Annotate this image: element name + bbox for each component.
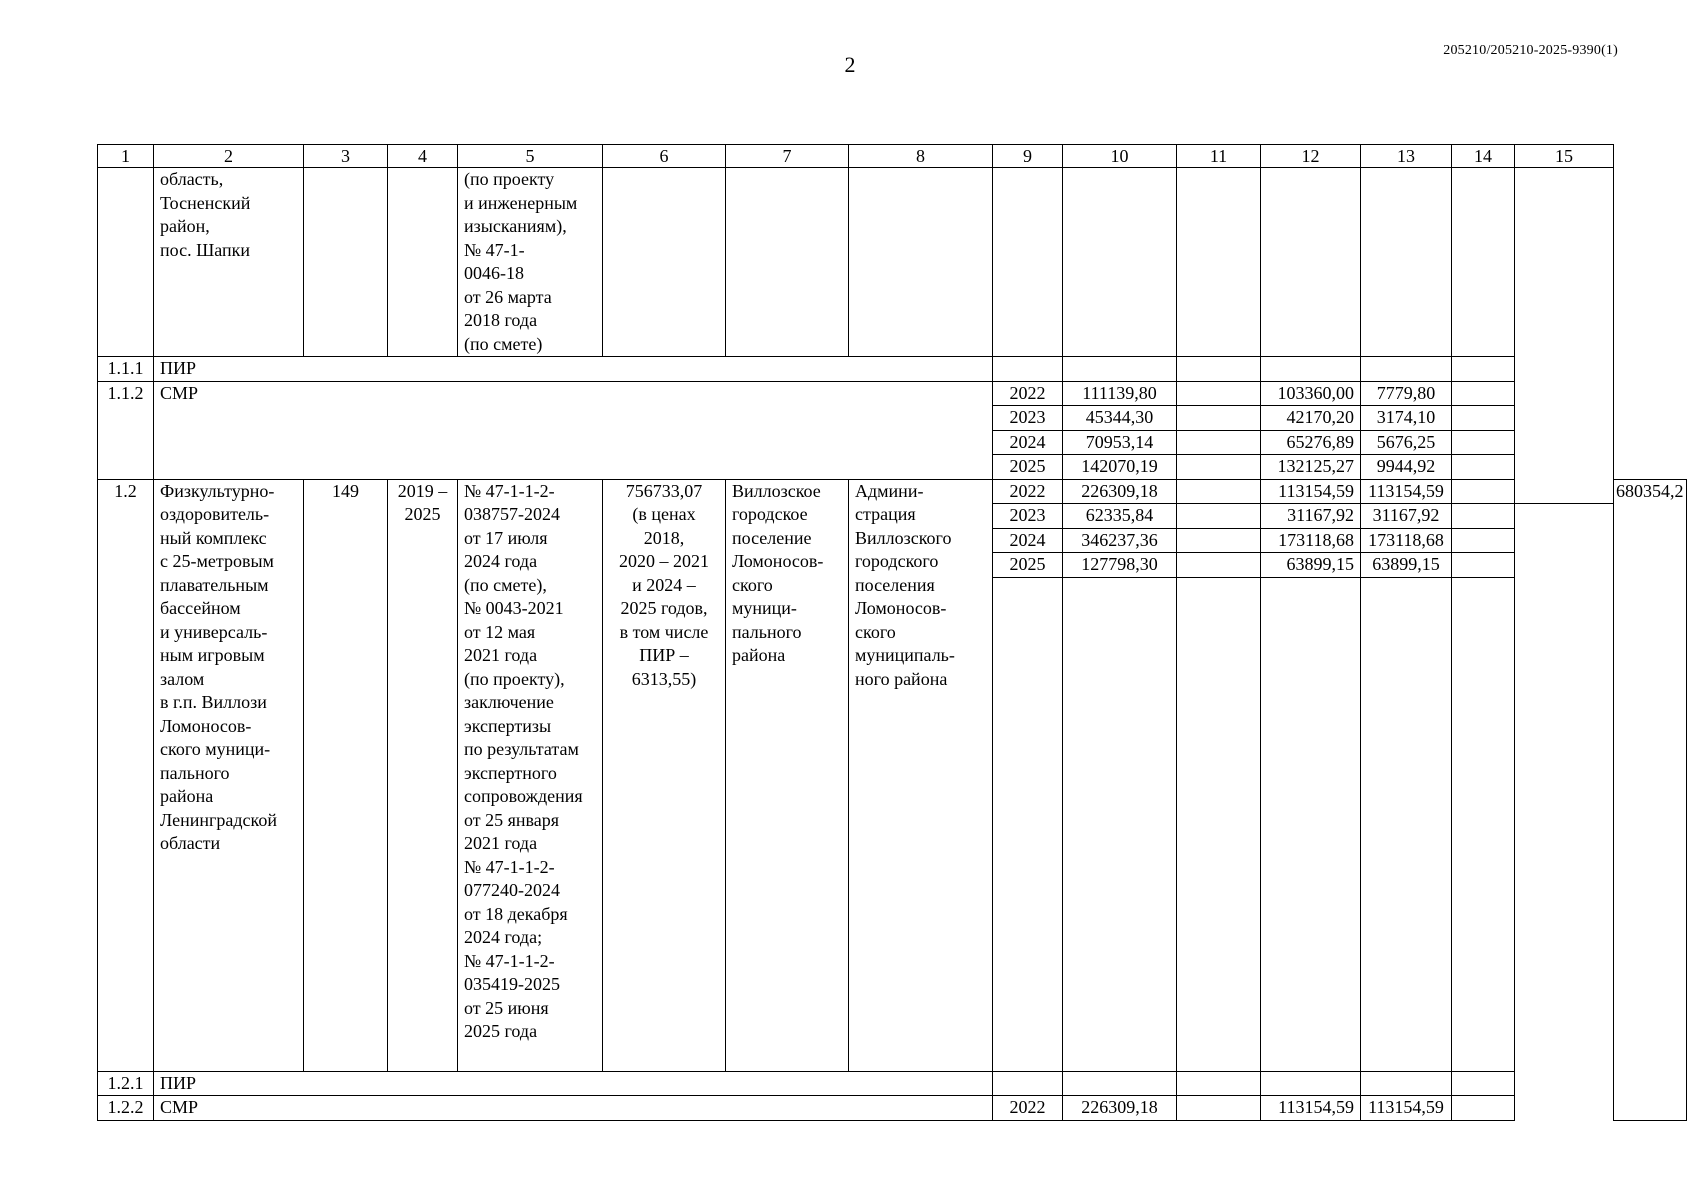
value-cell: [1452, 406, 1515, 431]
row-number: 1.2: [98, 479, 154, 1071]
column-header: 5: [458, 145, 603, 168]
row-number: 1.1.2: [98, 381, 154, 479]
column-header: 7: [726, 145, 849, 168]
total-cell: 45344,30: [1063, 406, 1177, 431]
year-cell: 2025: [993, 455, 1063, 480]
row-number: 1.1.1: [98, 357, 154, 382]
column-header: 13: [1361, 145, 1452, 168]
value-cell: [1452, 504, 1515, 529]
value-cell: 31167,92: [1261, 504, 1361, 529]
column-header: 6: [603, 145, 726, 168]
remaining-cost-cell: 680354,2: [1614, 479, 1687, 1120]
column-header: 9: [993, 145, 1063, 168]
row-number: 1.2.1: [98, 1071, 154, 1096]
year-cell: 2022: [993, 479, 1063, 504]
value-cell: 132125,27: [1261, 455, 1361, 480]
row-label: СМР: [154, 1096, 993, 1121]
column-header: 1: [98, 145, 154, 168]
value-cell: [1452, 381, 1515, 406]
row-label: ПИР: [154, 1071, 993, 1096]
total-cell: 62335,84: [1063, 504, 1177, 529]
table-row: [98, 357, 1687, 382]
year-cell: 2022: [993, 1096, 1063, 1121]
value-cell: [1452, 1096, 1515, 1121]
year-cell: 2022: [993, 381, 1063, 406]
year-cell: 2023: [993, 406, 1063, 431]
total-cell: 127798,30: [1063, 553, 1177, 578]
total-cell: 226309,18: [1063, 1096, 1177, 1121]
value-cell: 65276,89: [1261, 430, 1361, 455]
value-cell: [1177, 455, 1261, 480]
expertise-cell: № 47-1-1-2- 038757-2024 от 17 июля 2024 года (по смете), № 0043-2021 от 12 мая 2021 года (по проекту), заключение экспертизы по результатам экспертного сопровождения от 25 января 2021 года № 47-1-1-2- 077240-2024 от 18 декабря 2024 года; № 47-1-1-2- 035419-2025 от 25 июня 2025 года: [458, 479, 603, 1071]
page-number: 2: [844, 52, 856, 77]
value-cell: 103360,00: [1261, 381, 1361, 406]
row-number: 1.2.2: [98, 1096, 154, 1121]
estimated-cost-cell: 756733,07 (в ценах 2018, 2020 – 2021 и 2024 – 2025 годов, в том числе ПИР – 6313,55): [603, 479, 726, 1071]
value-cell: [1177, 553, 1261, 578]
table-row: [98, 1071, 1687, 1096]
period-cell: 2019 – 2025: [388, 479, 458, 1071]
value-cell: 173118,68: [1261, 528, 1361, 553]
total-cell: 346237,36: [1063, 528, 1177, 553]
value-cell: [1452, 528, 1515, 553]
customer-cell: Админи- страция Виллозского городского поселения Ломоносов- ского муниципаль- ного района: [849, 479, 993, 1071]
column-header: 4: [388, 145, 458, 168]
expertise-cell: (по проекту и инженерным изысканиям), № 47-1- 0046-18 от 26 марта 2018 года (по смете): [458, 168, 603, 357]
value-cell: [1177, 1096, 1261, 1121]
table-row: [98, 381, 1687, 406]
value-cell: [1452, 479, 1515, 504]
year-cell: 2024: [993, 528, 1063, 553]
object-name: Физкультурно- оздоровитель- ный комплекс с 25-метровым плавательным бассейном и универсаль- ным игровым залом в г.п. Виллози Ломоносов- ского муници- пального района Ленинградской области: [154, 479, 304, 1071]
value-cell: 5676,25: [1361, 430, 1452, 455]
value-cell: 63899,15: [1361, 553, 1452, 578]
object-address-cell: область, Тосненский район, пос. Шапки: [154, 168, 304, 357]
value-cell: 113154,59: [1361, 1096, 1452, 1121]
column-header: 11: [1177, 145, 1261, 168]
value-cell: 113154,59: [1261, 479, 1361, 504]
value-cell: [1177, 528, 1261, 553]
value-cell: [1452, 553, 1515, 578]
municipality-cell: Виллозское городское поселение Ломоносов- ского муници- пального района: [726, 479, 849, 1071]
value-cell: 42170,20: [1261, 406, 1361, 431]
value-cell: 7779,80: [1361, 381, 1452, 406]
row-label: СМР: [154, 381, 993, 479]
row-label: ПИР: [154, 357, 993, 382]
year-cell: 2025: [993, 553, 1063, 578]
object-row: [98, 479, 1687, 504]
value-cell: [1177, 504, 1261, 529]
capacity-cell: 149: [304, 479, 388, 1071]
column-header: 14: [1452, 145, 1515, 168]
year-cell: 2024: [993, 430, 1063, 455]
column-header: 12: [1261, 145, 1361, 168]
total-cell: 111139,80: [1063, 381, 1177, 406]
column-header: 8: [849, 145, 993, 168]
column-header: 2: [154, 145, 304, 168]
value-cell: 3174,10: [1361, 406, 1452, 431]
column-number-header: [98, 145, 1687, 168]
value-cell: [1177, 406, 1261, 431]
value-cell: 113154,59: [1361, 479, 1452, 504]
value-cell: [1177, 381, 1261, 406]
value-cell: 9944,92: [1361, 455, 1452, 480]
column-header: 15: [1515, 145, 1614, 168]
total-cell: 226309,18: [1063, 479, 1177, 504]
value-cell: 173118,68: [1361, 528, 1452, 553]
continuation-row: [98, 168, 1687, 357]
column-header: 10: [1063, 145, 1177, 168]
investment-table: [97, 144, 1687, 1121]
value-cell: 63899,15: [1261, 553, 1361, 578]
value-cell: [1452, 455, 1515, 480]
table-row: [98, 1096, 1687, 1121]
document-id: 205210/205210-2025-9390(1): [1443, 43, 1618, 58]
total-cell: 142070,19: [1063, 455, 1177, 480]
value-cell: 31167,92: [1361, 504, 1452, 529]
total-cell: 70953,14: [1063, 430, 1177, 455]
value-cell: [1452, 430, 1515, 455]
value-cell: [1177, 430, 1261, 455]
value-cell: [1177, 479, 1261, 504]
column-header: 3: [304, 145, 388, 168]
value-cell: 113154,59: [1261, 1096, 1361, 1121]
year-cell: 2023: [993, 504, 1063, 529]
